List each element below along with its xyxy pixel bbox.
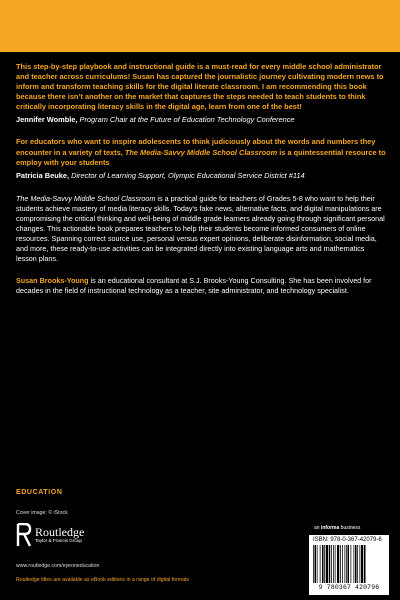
- endorsement-2-book-title: The Media-Savvy Middle School Classroom: [124, 147, 278, 157]
- cover-image-credit: Cover image: © iStock: [16, 510, 68, 516]
- ebook-note: Routledge titles are available as eBook editions in a range of digital formats: [16, 577, 190, 583]
- endorsement-2-title: Director of Learning Support, Olympic Educational Service District #114: [71, 170, 305, 180]
- endorsement-1-quote: This step-by-step playbook and instructional guide is a must-read for every middle school administrator and teacher across curriculums! Susan has captured the journalistic journey cultivating modern news to inform and transform teaching skills for the digital literate classroom. I am recommending this book because there isn’t another on the market that captures the steps needed to teach students to think critically incorporating literacy skills in the digital age, learn from one of the best!: [16, 62, 384, 112]
- publisher-group: Taylor & Francis Group: [35, 538, 82, 543]
- endorsement-2-quote: For educators who want to inspire adolescents to think judiciously about the words and numbers they encounter in a variety of texts, The Media-Savvy Middle School Classroom is a quintessential resource to employ with your students: [16, 137, 386, 167]
- author-name: Susan Brooks-Young: [16, 276, 89, 286]
- isbn-label: ISBN: 978-0-367-42079-6: [313, 537, 382, 543]
- author-bio: Susan Brooks-Young is an educational consultant at S.J. Brooks-Young Consulting. She has been involved for decades in the field of instructional technology as a teacher, site administrator, and technology specialist.: [16, 276, 372, 296]
- endorsement-1-name: Jennifer Womble,: [16, 115, 78, 125]
- publisher-website: www.routledge.com/eyeoneducation: [16, 563, 100, 569]
- barcode-number: 9 780367 420796: [318, 584, 380, 591]
- isbn-barcode: [309, 535, 389, 595]
- endorsement-2-attribution: [16, 171, 386, 181]
- informa-business-tag: an informa business: [314, 525, 361, 531]
- endorsement-1-attribution: [16, 115, 386, 125]
- barcode-bars: [313, 545, 385, 583]
- routledge-logo-icon: [16, 523, 32, 547]
- top-color-band: [0, 0, 400, 52]
- description-book-title: The Media-Savvy Middle School Classroom: [16, 193, 156, 203]
- publisher-name: Routledge: [35, 525, 85, 539]
- endorsement-2-name: Patricia Beuke,: [16, 170, 69, 180]
- endorsement-1: [16, 62, 386, 125]
- book-description: The Media-Savvy Middle School Classroom is a practical guide for teachers of Grades 5-8 who want to help their students achieve mastery of media literacy skills. Today’s fake news, alternative facts, and digital manipulations are compromising the critical thinking and well-being of middle grade learners already going through significant personal changes. This actionable book prepares teachers to help their students become informed consumers of online resources. Spanning correct source use, personal versus expert opinions, deliberate disinformation, social media, and more, these ready-to-use activities can be integrated directly into existing language arts and mathematics lesson plans.: [16, 193, 385, 264]
- subject-category: EDUCATION: [16, 489, 63, 496]
- endorsement-1-title: Program Chair at the Future of Education Technology Conference: [79, 115, 295, 125]
- publisher-logo: [16, 522, 126, 548]
- back-cover-text: [16, 62, 386, 296]
- endorsement-2: [16, 137, 386, 180]
